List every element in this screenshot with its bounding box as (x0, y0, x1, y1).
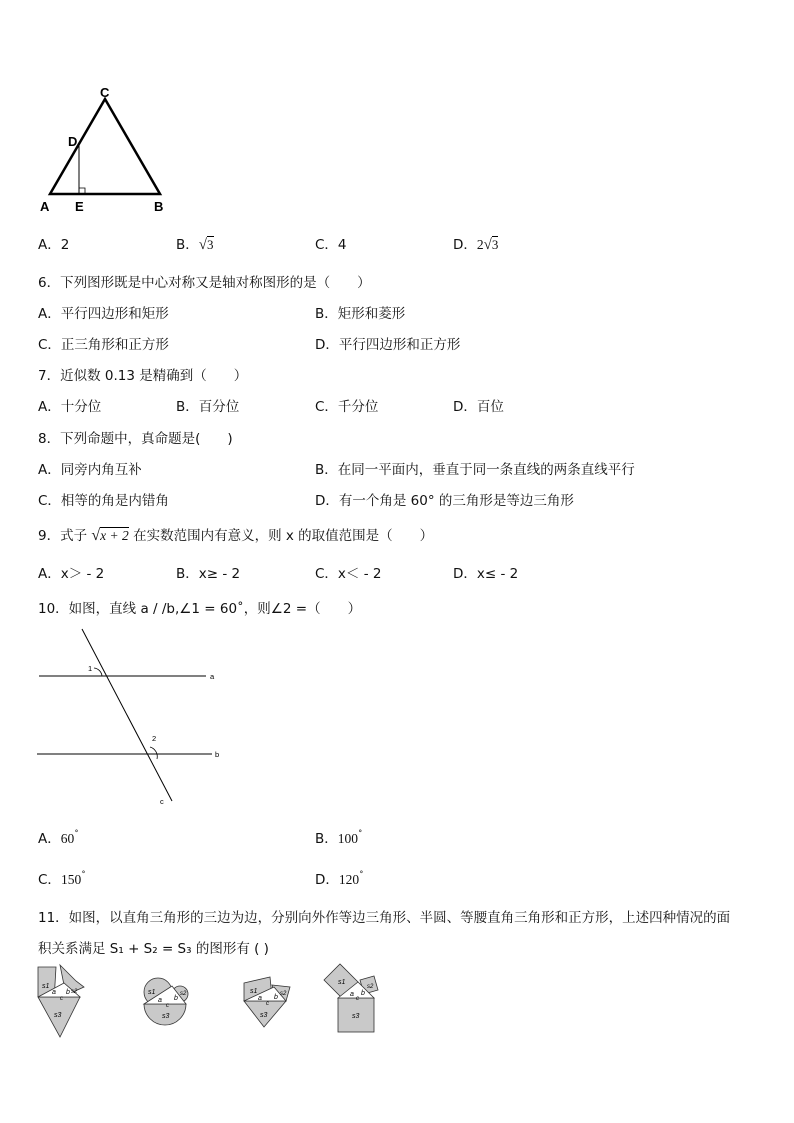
label-c: C (100, 85, 110, 100)
svg-text:s2: s2 (367, 984, 374, 990)
q5-option-c[interactable]: C．4 (315, 237, 347, 253)
q11-stem-line1: 11．如图，以直角三角形的三边为边，分别向外作等边三角形、半圆、等腰直角三角形和正方形，上述四种情况的面 (38, 910, 731, 926)
q6-option-d[interactable]: D．平行四边形和正方形 (315, 337, 461, 353)
q10-option-c-prefix: C． (38, 872, 61, 888)
angle-2-arc (150, 747, 157, 759)
svg-text:a: a (258, 995, 262, 1002)
q11-figure-square (320, 962, 392, 1036)
q5-option-a[interactable]: A．2 (38, 237, 70, 253)
q9-option-c[interactable]: C．x＜ - 2 (315, 566, 382, 582)
q6-option-b[interactable]: B．矩形和菱形 (315, 306, 406, 322)
line-c (82, 629, 172, 801)
q10-option-a-prefix: A． (38, 831, 61, 847)
q8-option-a[interactable]: A．同旁内角互补 (38, 462, 142, 478)
q9-stem-prefix: 9．式子 (38, 528, 88, 544)
q10-option-c-value: 150 (60, 872, 82, 887)
angle-1-arc (94, 668, 102, 676)
q11-figure-equilateral (34, 963, 96, 1041)
triangle-figure-q5 (38, 84, 178, 214)
svg-text:b: b (66, 989, 70, 996)
svg-text:s1: s1 (42, 983, 50, 990)
svg-text:c: c (60, 996, 63, 1002)
q5-option-d[interactable]: D．2√3 (453, 237, 499, 253)
q11-figure-isosceles-right (238, 975, 298, 1033)
svg-text:s2: s2 (180, 991, 187, 997)
q5-option-d-radicand: 3 (491, 237, 499, 252)
q7-option-c[interactable]: C．千分位 (315, 399, 379, 415)
svg-text:s3: s3 (54, 1012, 62, 1019)
q7-stem: 7．近似数 0.13 是精确到（ ） (38, 368, 248, 384)
svg-text:s1: s1 (148, 989, 156, 996)
q7-option-a[interactable]: A．十分位 (38, 399, 102, 415)
q10-stem: 10．如图，直线 a / /b,∠1 = 60˚，则∠2 =（ ） (38, 601, 362, 617)
q10-option-d-value: 120 (338, 872, 360, 887)
q8-option-d[interactable]: D．有一个角是 60° 的三角形是等边三角形 (315, 493, 574, 509)
q11-figure-semicircle (136, 972, 196, 1032)
q8-stem: 8．下列命题中，真命题是( ) (38, 431, 233, 447)
svg-text:c: c (266, 1001, 269, 1007)
q10-option-d-degree: ˚ (359, 871, 364, 882)
q10-option-c[interactable] (38, 868, 86, 888)
q9-option-a[interactable]: A．x＞ - 2 (38, 566, 105, 582)
q10-option-d-prefix: D． (315, 872, 339, 888)
q6-stem: 6．下列图形既是中心对称又是轴对称图形的是（ ） (38, 275, 371, 291)
svg-text:s3: s3 (260, 1012, 268, 1019)
q11-stem-line2: 积关系满足 S₁ + S₂ = S₃ 的图形有 ( ) (38, 941, 269, 957)
q6-option-c[interactable]: C．正三角形和正方形 (38, 337, 169, 353)
svg-text:a: a (350, 991, 354, 998)
q8-option-c[interactable]: C．相等的角是内错角 (38, 493, 169, 509)
svg-text:b: b (174, 995, 178, 1002)
q10-option-a[interactable] (38, 827, 79, 847)
q5-option-b-prefix: B． (176, 237, 199, 253)
svg-text:s1: s1 (338, 979, 346, 986)
q6-option-a[interactable]: A．平行四边形和矩形 (38, 306, 169, 322)
label-angle-2: 2 (152, 734, 157, 743)
q5-option-d-coef: 2 (476, 237, 484, 252)
triangle-abc (50, 99, 160, 194)
q10-option-a-degree: ˚ (74, 830, 79, 841)
q10-option-a-value: 60 (60, 831, 75, 846)
svg-text:b: b (274, 994, 278, 1001)
q7-option-d[interactable]: D．百位 (453, 399, 504, 415)
q8-option-b[interactable]: B．在同一平面内，垂直于同一条直线的两条直线平行 (315, 462, 635, 478)
svg-text:s3: s3 (162, 1013, 170, 1020)
q9-stem: 9．式子 √x + 2 在实数范围内有意义，则 x 的取值范围是（ ） (38, 527, 434, 544)
q9-radicand: x + 2 (100, 528, 129, 543)
q9-option-b[interactable]: B．x≥ - 2 (176, 566, 241, 582)
svg-text:s2: s2 (280, 991, 287, 997)
label-line-c: c (160, 797, 164, 806)
label-e: E (75, 199, 84, 214)
label-a: A (40, 199, 50, 214)
label-angle-1: 1 (88, 664, 93, 673)
q9-stem-suffix: 在实数范围内有意义，则 x 的取值范围是（ ） (133, 528, 434, 544)
label-b: B (154, 199, 164, 214)
q5-option-b-radicand: 3 (207, 237, 214, 252)
svg-text:b: b (361, 990, 365, 997)
svg-text:s2: s2 (71, 989, 78, 995)
q10-option-b-degree: ˚ (358, 830, 363, 841)
q5-option-d-prefix: D． (453, 237, 477, 253)
svg-text:c: c (166, 1003, 169, 1009)
svg-text:s1: s1 (250, 988, 258, 995)
q10-option-c-degree: ˚ (81, 871, 86, 882)
q10-option-b[interactable] (315, 827, 363, 847)
svg-text:a: a (52, 989, 56, 996)
q10-option-d[interactable] (315, 868, 364, 888)
label-line-b: b (215, 750, 220, 759)
label-d: D (68, 134, 78, 149)
q9-option-d[interactable]: D．x≤ - 2 (453, 566, 519, 582)
parallel-lines-figure-q10 (34, 624, 234, 809)
svg-text:s3: s3 (352, 1013, 360, 1020)
q10-option-b-prefix: B． (315, 831, 338, 847)
q7-option-b[interactable]: B．百分位 (176, 399, 240, 415)
q10-option-b-value: 100 (337, 831, 359, 846)
label-line-a: a (210, 672, 215, 681)
q5-option-b[interactable]: B．√3 (176, 237, 214, 253)
svg-text:a: a (158, 997, 162, 1004)
svg-text:c: c (356, 996, 359, 1002)
